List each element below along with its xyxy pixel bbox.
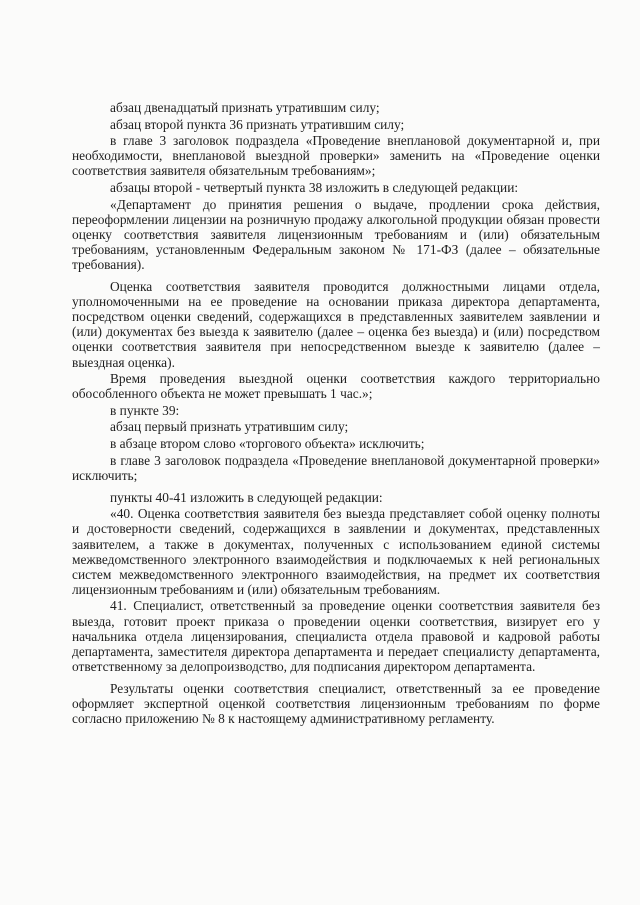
paragraph-15: Результаты оценки соответствия специалист, ответственный за ее проведение оформляет экспертной оценкой соответствия лицензионным требованиям по форме согласно приложению № 8 к настоящему административному регламенту. <box>72 680 600 727</box>
document-page <box>72 100 600 728</box>
paragraph-9: абзац первый признать утратившим силу; <box>110 419 349 435</box>
paragraph-3: в главе 3 заголовок подраздела «Проведение внеплановой документарной и, при необходимости, внеплановой выездной проверки» заменить на «Проведение оценки соответствия заявителя обязательным требованиям»; <box>72 133 600 179</box>
paragraph-6: Оценка соответствия заявителя проводится должностными лицами отдела, уполномоченными на ее проведение на основании приказа директора департамента, посредством оценки сведений, содержащихся в представленных заявителем заявлении и (или) документах без выезда к заявителю (далее – оценка без выезда) и (или) посредством оценки соответствия заявителя при непосредственном выезде к заявителю (далее – выездная оценка). <box>72 279 600 370</box>
paragraph-8: в пункте 39: <box>110 402 180 418</box>
paragraph-7: Время проведения выездной оценки соответствия каждого территориально обособленного объекта не может превышать 1 час.»; <box>72 371 600 402</box>
paragraph-5: «Департамент до принятия решения о выдаче, продлении срока действия, переоформлении лицензии на розничную продажу алкогольной продукции обязан провести оценку соответствия заявителя лицензионным требованиям и (или) обязательным требованиям, установленным Федеральным законом № 171-ФЗ (далее – обязательные требования). <box>72 196 600 272</box>
paragraph-14: 41. Специалист, ответственный за проведение оценки соответствия заявителя без выезда, готовит проект приказа о проведении оценки соответствия, визирует его у начальника отдела лицензирования, специалиста отдела правовой и кадровой работы департамента, заместителя директора департамента и передает специалисту департамента, ответственному за делопроизводство, для подписания директором департамента. <box>72 598 600 674</box>
paragraph-12: пункты 40-41 изложить в следующей редакции: <box>110 489 383 505</box>
paragraph-11: в главе 3 заголовок подраздела «Проведение внеплановой документарной проверки» исключить; <box>72 452 600 483</box>
paragraph-10: в абзаце втором слово «торгового объекта» исключить; <box>110 435 425 451</box>
paragraph-2: абзац второй пункта 36 признать утратившим силу; <box>110 116 405 132</box>
paragraph-4: абзацы второй - четвертый пункта 38 изложить в следующей редакции: <box>110 179 519 195</box>
paragraph-1: абзац двенадцатый признать утратившим силу; <box>110 100 380 115</box>
paragraph-13: «40. Оценка соответствия заявителя без выезда представляет собой оценку полноты и достоверности сведений, содержащихся в заявлении и документах, представленных заявителем, а также в документах, полученных с использованием единой системы межведомственного электронного взаимодействия и подключаемых к ней региональных систем межведомственного электронного взаимодействия, на предмет их соответствия лицензионным требованиям и (или) обязательным требованиям. <box>72 506 600 597</box>
